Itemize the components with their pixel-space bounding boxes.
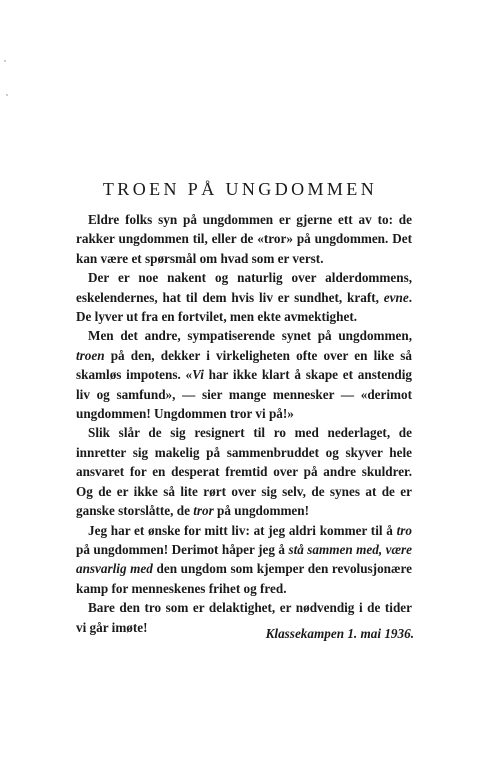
paragraph: Der er noe nakent og naturlig over alderdommens, eskelendernes, hat til dem hvis liv er sundhet, kraft, evne. De lyver ut fra en fortvilet, men ekte avmektighet. (76, 270, 412, 325)
emphasis: troen (76, 347, 105, 363)
emphasis: evne (383, 289, 409, 305)
paragraph: Eldre folks syn på ungdommen er gjerne ett av to: de rakker ungdommen til, eller de «tror» på ungdommen. Det kan være et spørsmål om hvad som er verst. (76, 212, 412, 266)
paragraph: Men det andre, sympatiserende synet på ungdommen, troen på den, dekker i virkeligheten ofte over en like så skamløs impotens. «Vi har ikke klart å skape et anstendig liv og samfund», — sier mange mennesker — «derimot ungdommen! Ungdommen tror vi på!» (76, 328, 412, 422)
paragraph: Slik slår de sig resignert til ro med nederlaget, de innretter sig makelig på sammenbruddet og skyver hele ansvaret for en desperat fremtid over på andre skuldrer. Og de er ikke så lite rørt over sig selv, de synes at de er ganske storslåtte, de tror på ungdommen! (76, 425, 412, 519)
paragraph: Jeg har et ønske for mitt liv: at jeg aldri kommer til å tro på ungdommen! Derimot håper jeg å stå sammen med, være ansvarlig med den ungdom som kjemper den revolusjonære kamp for menneskenes frihet og fred. (76, 522, 412, 596)
emphasis: stå sammen med, være ansvarlig med (76, 541, 412, 577)
speck (6, 94, 8, 96)
speck (4, 60, 6, 62)
signature: Klassekampen 1. mai 1936. (265, 626, 414, 641)
emphasis: Vi (192, 367, 204, 383)
paragraph: Bare den tro som er delaktighet, er nødvendig i de tider vi går imøte! (76, 600, 412, 635)
emphasis: tro (396, 522, 412, 538)
emphasis: tror (193, 503, 214, 519)
page-title: TROEN PÅ UNGDOMMEN (102, 179, 378, 199)
body-text (76, 210, 412, 637)
